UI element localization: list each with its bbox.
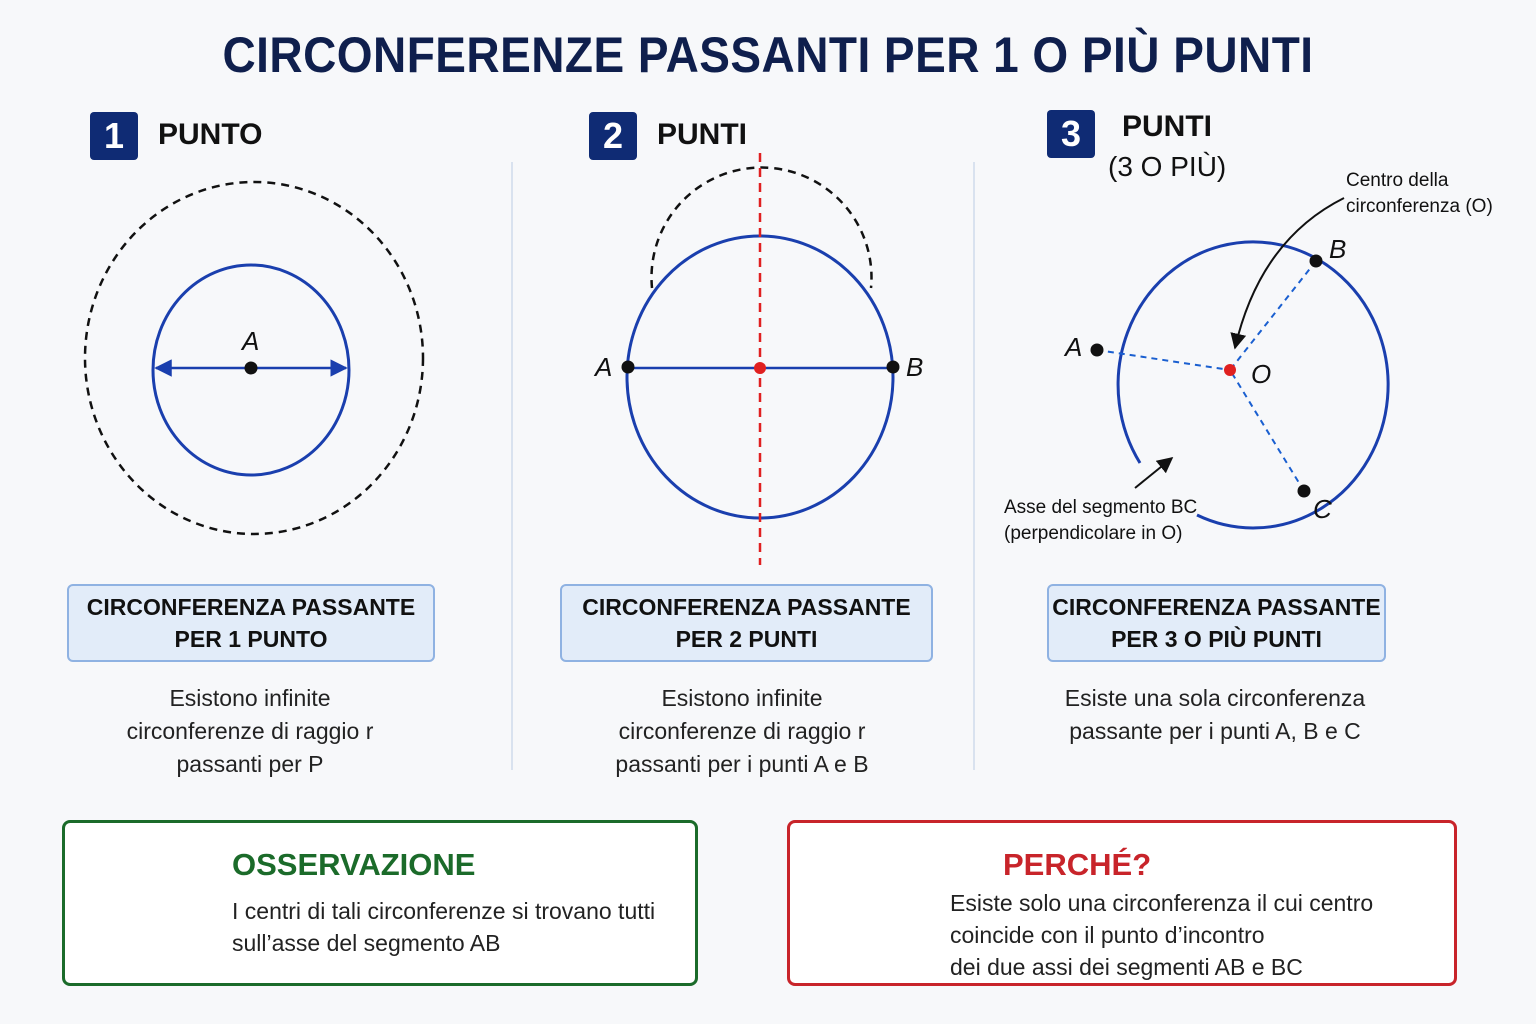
panel3-center-arrow: [1235, 198, 1347, 348]
panel1-point-a: [245, 362, 258, 375]
observation-box: [62, 820, 698, 986]
panel2-number-badge: 2: [589, 112, 637, 160]
panel1-heading: PUNTO: [158, 118, 263, 151]
observation-text: I centri di tali circonferenze si trovano tutti sull’asse del segmento AB: [232, 898, 656, 956]
panel3-number-badge: 3: [1047, 110, 1095, 158]
panel2-card: [560, 584, 933, 662]
panel2-card-text: CIRCONFERENZA PASSANTE PER 2 PUNTI: [582, 594, 911, 652]
panel3-label-o: O: [1251, 359, 1272, 389]
panel1-description: Esistono infinite circonferenze di raggio r passanti per P: [126, 685, 374, 777]
panel3-center-note: Centro della circonferenza (O): [1346, 170, 1493, 217]
panel3-label-b: B: [1329, 234, 1347, 264]
panel1-card: [67, 584, 435, 662]
panel3-radius-b: [1230, 261, 1316, 370]
panel2-heading: PUNTI: [657, 118, 747, 151]
why-title: PERCHÉ?: [1003, 847, 1152, 882]
panel1-card-text: CIRCONFERENZA PASSANTE PER 1 PUNTO: [86, 594, 416, 652]
panel3-point-c: [1298, 485, 1311, 498]
panel3-label-a: A: [1065, 332, 1083, 362]
panel3-heading: PUNTI: [1122, 110, 1212, 143]
panel3-radius-a: [1097, 350, 1230, 370]
page-title: CIRCONFERENZE PASSANTI PER 1 O PIÙ PUNTI: [222, 27, 1314, 83]
panel2-point-a: [622, 361, 635, 374]
panel3-description: Esiste una sola circonferenza passante per i punti A, B e C: [1064, 685, 1366, 744]
panel3-card: [1047, 584, 1386, 662]
panel1-dashed-circle: [85, 182, 423, 534]
panel2-description: Esistono infinite circonferenze di raggio r passanti per i punti A e B: [615, 685, 869, 777]
panel3-axis-note: Asse del segmento BC (perpendicolare in O): [1004, 497, 1198, 544]
panel2-label-b: B: [906, 352, 924, 382]
panel2-diagram: [622, 153, 900, 565]
panel3-card-text: CIRCONFERENZA PASSANTE PER 3 O PIÙ PUNTI: [1052, 594, 1381, 652]
panel3-center-o: [1224, 364, 1236, 376]
panel1-number-badge: 1: [90, 112, 138, 160]
why-text: Esiste solo una circonferenza il cui centro coincide con il punto d’incontro dei due assi dei segmenti AB e BC: [950, 890, 1374, 980]
panel3-subheading: (3 O PIÙ): [1108, 151, 1227, 182]
panel2-midpoint: [754, 362, 766, 374]
panel3-label-c: C: [1313, 494, 1332, 524]
panel2-dashed-arc: [652, 168, 872, 288]
panel1-label-a: A: [242, 326, 260, 356]
panel2-label-a: A: [595, 352, 613, 382]
panel1-diagram: [85, 182, 423, 534]
panel3-point-b: [1310, 255, 1323, 268]
panel3-point-a: [1091, 344, 1104, 357]
observation-title: OSSERVAZIONE: [232, 847, 476, 882]
panel2-point-b: [887, 361, 900, 374]
why-box: [787, 820, 1457, 986]
